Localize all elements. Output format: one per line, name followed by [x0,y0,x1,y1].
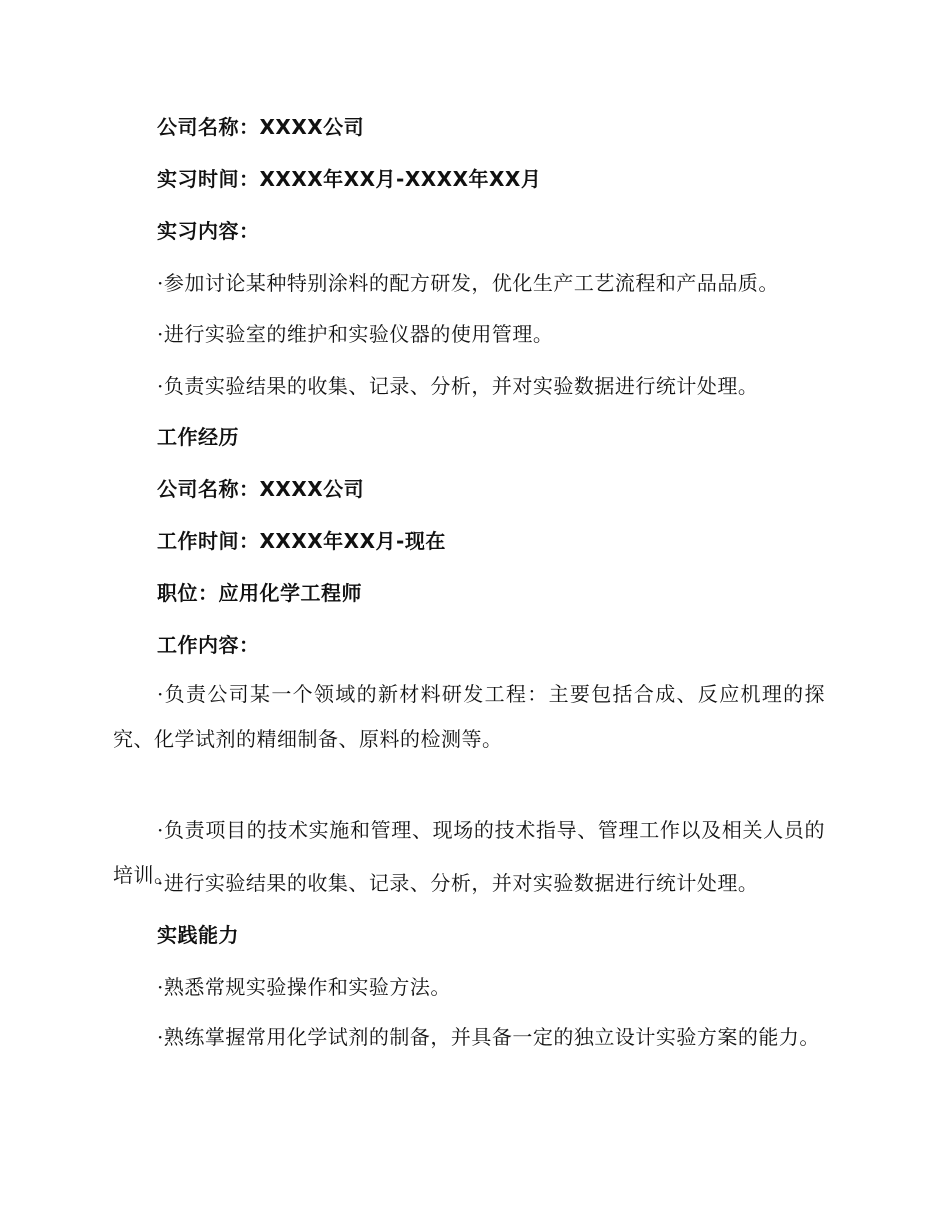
internship-item-3: ·负责实验结果的收集、记录、分析，并对实验数据进行统计处理。 [157,374,759,398]
work-position: 职位：应用化学工程师 [157,581,362,605]
work-content-heading: 工作内容： [157,633,260,657]
internship-content-heading: 实习内容： [157,219,260,243]
skill-item-2: ·熟练掌握常用化学试剂的制备，并具备一定的独立设计实验方案的能力。 [157,1025,820,1049]
work-company-name: 公司名称：XXXX公司 [157,477,365,501]
internship-period: 实习时间：XXXX年XX月-XXXX年XX月 [157,167,542,191]
practical-skills-heading: 实践能力 [157,923,239,947]
work-item-3: ·进行实验结果的收集、记录、分析，并对实验数据进行统计处理。 [157,871,759,895]
skill-item-1: ·熟悉常规实验操作和实验方法。 [157,975,451,999]
work-item-2: ·负责项目的技术实施和管理、现场的技术指导、管理工作以及相关人员的培训。 [113,818,825,887]
work-period: 工作时间：XXXX年XX月-现在 [157,529,446,553]
internship-company-name: 公司名称：XXXX公司 [157,115,365,139]
work-item-1: ·负责公司某一个领域的新材料研发工程：主要包括合成、反应机理的探究、化学试剂的精细制备、原料的检测等。 [113,682,825,751]
work-experience-heading: 工作经历 [157,425,239,449]
internship-item-2: ·进行实验室的维护和实验仪器的使用管理。 [157,322,554,346]
internship-item-1: ·参加讨论某种特别涂料的配方研发，优化生产工艺流程和产品品质。 [157,271,779,295]
